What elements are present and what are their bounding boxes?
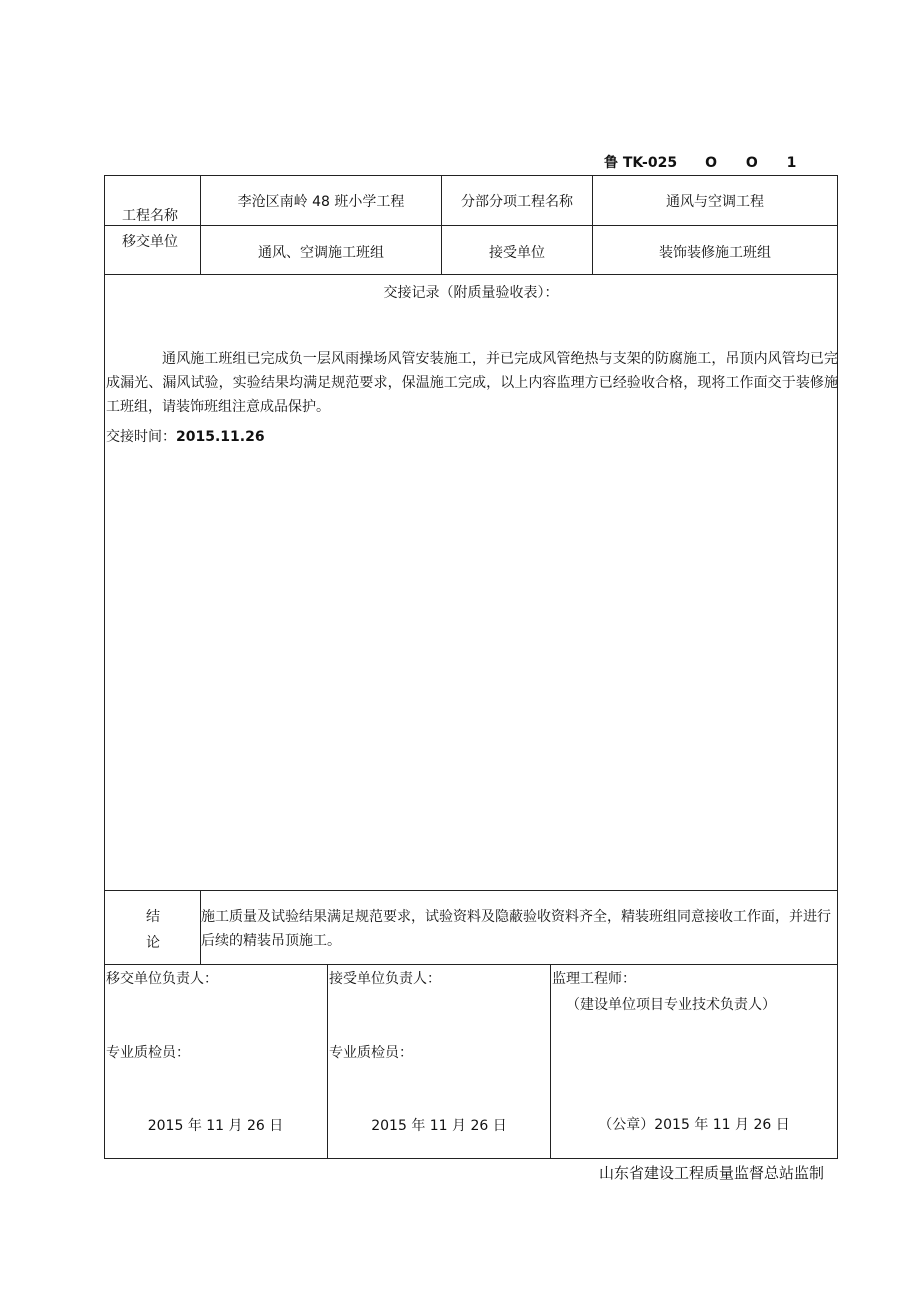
form-code — [604, 152, 808, 172]
footer-note: 山东省建设工程质量监督总站监制 — [598, 1164, 824, 1182]
receiving-unit-value: 装饰装修施工班组 — [659, 245, 771, 261]
project-name-label: 工程名称 — [122, 208, 178, 224]
supervisor-date: （公章）2015 年 11 月 26 日 — [598, 1117, 790, 1133]
receiving-inspector-label: 专业质检员： — [329, 1045, 413, 1061]
handover-unit-value: 通风、空调施工班组 — [258, 245, 384, 261]
table-row-divider — [104, 964, 838, 965]
receiving-unit-label: 接受单位 — [489, 245, 545, 261]
receiving-date: 2015 年 11 月 26 日 — [371, 1118, 507, 1134]
table-border-left — [104, 175, 105, 1159]
supervisor-label: 监理工程师： — [552, 971, 636, 987]
receiving-responsible-label: 接受单位负责人： — [329, 971, 441, 987]
conclusion-text: 施工质量及试验结果满足规范要求，试验资料及隐蔽验收资料齐全，精装班组同意接收工作面，并进行后续的精装吊顶施工。 — [201, 909, 831, 949]
table-border-bottom — [104, 1158, 838, 1159]
conclusion-label-1: 结 — [146, 909, 160, 925]
handover-time-label: 交接时间： — [106, 429, 176, 445]
handover-unit-label: 移交单位 — [122, 234, 178, 250]
table-border-right — [837, 175, 838, 1159]
sub-project-value: 通风与空调工程 — [666, 194, 764, 210]
record-paragraph: 通风施工班组已完成负一层风雨操场风管安装施工，并已完成风管绝热与支架的防腐施工，吊顶内风管均已完成漏光、漏风试验，实验结果均满足规范要求，保温施工完成，以上内容监理方已经验收合格，现将工作面交于装修施工班组，请装饰班组注意成品保护。 — [106, 351, 838, 415]
table-row-divider — [104, 274, 838, 275]
handover-responsible-label: 移交单位负责人： — [106, 971, 218, 987]
handover-time-value: 2015.11.26 — [176, 429, 265, 445]
conclusion-label-2: 论 — [146, 935, 160, 951]
handover-time — [106, 426, 265, 446]
form-code-number: O O 1 — [705, 155, 809, 171]
table-row-divider — [104, 225, 838, 226]
handover-inspector-label: 专业质检员： — [106, 1045, 190, 1061]
supervisor-subtitle: （建设单位项目专业技术负责人） — [566, 997, 776, 1013]
handover-date: 2015 年 11 月 26 日 — [147, 1118, 284, 1134]
sub-project-label: 分部分项工程名称 — [461, 194, 573, 210]
record-title: 交接记录（附质量验收表）： — [383, 285, 559, 301]
table-border-top — [104, 175, 838, 176]
form-code-prefix: 鲁 TK-025 — [604, 155, 678, 171]
project-name-value: 李沧区南岭 48 班小学工程 — [237, 194, 405, 210]
table-row-divider — [104, 890, 838, 891]
